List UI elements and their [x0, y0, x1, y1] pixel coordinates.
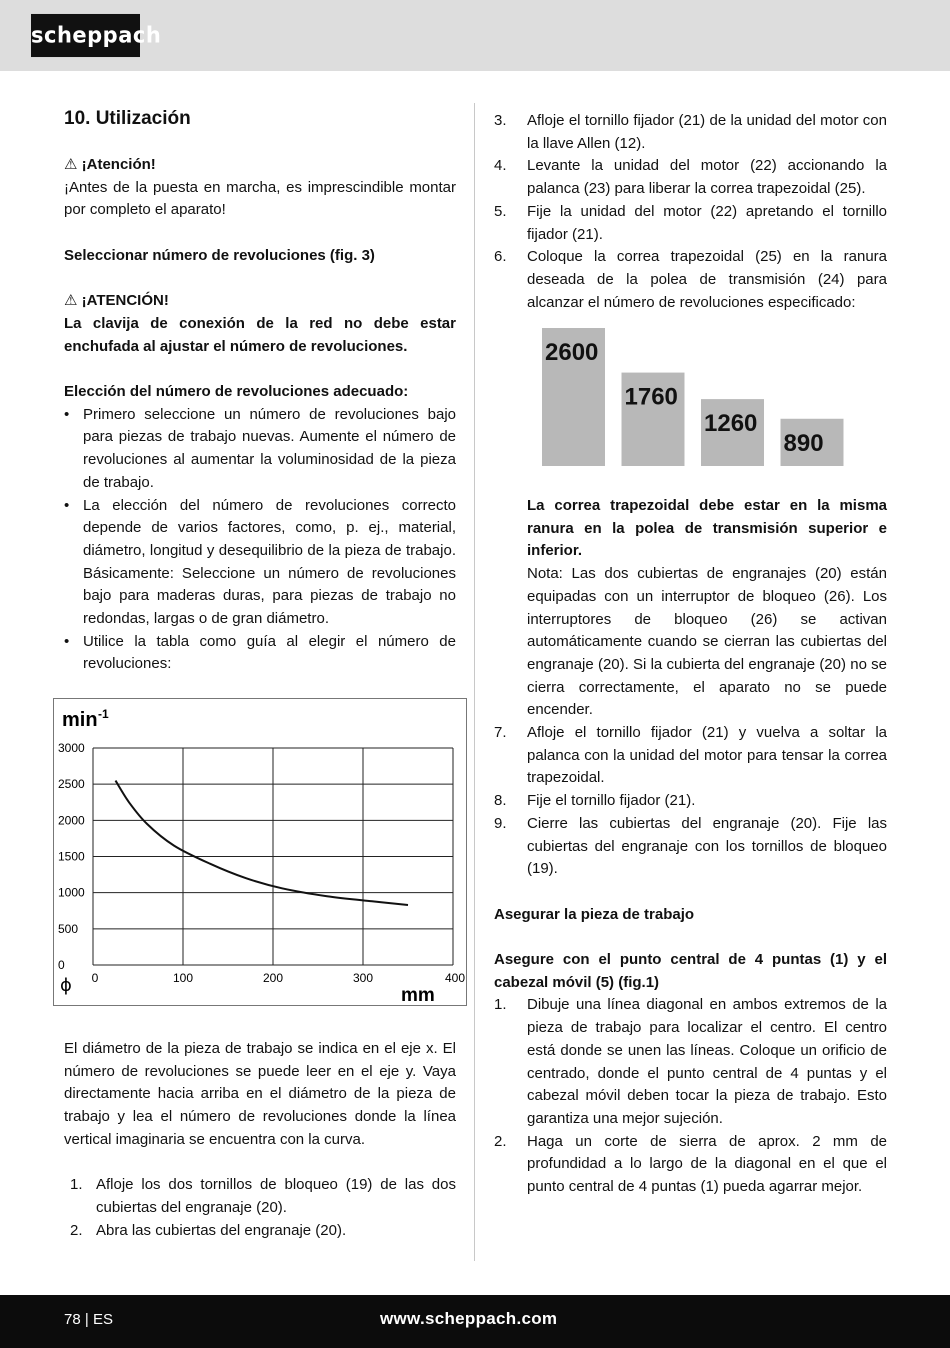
attention-title: ⚠ ¡Atención!: [64, 156, 156, 173]
page-number: 78: [64, 1311, 81, 1328]
speed-bar-label: 1760: [624, 383, 678, 411]
step-text: Afloje el tornillo fijador (21) y vuelva a soltar la palanca con la unidad del motor para tensar la correa trapezoidal.: [527, 724, 887, 787]
speed-bars: [542, 328, 844, 466]
diameter-symbol: ϕ: [60, 975, 72, 996]
right-column-top: [494, 110, 887, 314]
x-tick-labels: [92, 971, 466, 985]
list-item: [494, 722, 887, 790]
step-text: Coloque la correa trapezoidal (25) en la ranura deseada de la polea de transmisión (24) para alcanzar el número de revoluciones especificado:: [527, 248, 887, 311]
step-text: Fije el tornillo fijador (21).: [527, 792, 696, 810]
speed-bar-label: 1260: [704, 410, 758, 438]
list-item: [64, 404, 456, 495]
speed-bars-figure: [494, 316, 887, 476]
step-text: Afloje los dos tornillos de bloqueo (19) de las dos cubiertas del engranaje (20).: [96, 1176, 456, 1216]
bullet-text: Utilice la tabla como guía al elegir el número de revoluciones:: [83, 632, 456, 673]
step-number: 6.: [494, 248, 507, 266]
step-text: Cierre las cubiertas del engranaje (20). Fije las cubiertas del engranaje con los tornillos de bloqueo (19).: [527, 814, 887, 878]
list-item: [494, 110, 887, 155]
step-number: 1.: [494, 996, 507, 1014]
step-text: Levante la unidad del motor (22) accionando la palanca (23) para liberar la correa trapezoidal (25).: [527, 157, 887, 198]
y-tick-label: 1500: [58, 849, 85, 864]
right-column-bottom: [494, 495, 887, 1199]
step-number: 2.: [70, 1221, 83, 1239]
y-tick-label: 1000: [58, 885, 85, 900]
list-item: [494, 790, 887, 813]
list-item: [494, 155, 887, 200]
list-item: [494, 994, 887, 1130]
y-axis-label-superscript: -1: [98, 707, 109, 721]
step-text: Haga un corte de sierra de aprox. 2 mm de profundidad a lo largo de la diagonal en el que el punto central de 4 puntas (1) pueda agarrar mejor.: [527, 1132, 887, 1196]
bullet-mark: •: [64, 496, 70, 514]
list-item: [494, 813, 887, 881]
choice-title: Elección del número de revoluciones adecuado:: [64, 382, 409, 400]
list-item: [64, 1174, 456, 1219]
x-tick-label: 0: [91, 971, 99, 985]
step-number: 7.: [494, 724, 507, 742]
header-bar: [0, 0, 950, 71]
list-item: [64, 631, 456, 676]
list-item: [494, 1131, 887, 1199]
y-tick-label: 500: [58, 921, 79, 936]
speed-bars-svg: [494, 316, 887, 476]
step-number: 4.: [494, 157, 507, 175]
bullet-mark: •: [64, 405, 70, 423]
y-tick-label: 2000: [58, 813, 85, 828]
y-tick-label: 0: [58, 958, 65, 972]
chart-grid: [93, 748, 453, 965]
list-item: [64, 1220, 456, 1243]
y-tick-label: 2500: [58, 777, 85, 792]
belt-warning: La correa trapezoidal debe estar en la misma ranura en la polea de transmisión superior e inferior.: [527, 497, 887, 560]
left-column: [64, 106, 456, 676]
column-divider: [474, 103, 475, 1261]
select-revolutions-title: Seleccionar número de revoluciones (fig. 3): [64, 246, 375, 264]
bullet-mark: •: [64, 632, 70, 650]
belt-note: Nota: Las dos cubiertas de engranajes (20) están equipadas con un interruptor de bloqueo (26). Los interruptores de bloqueo (26) se activan automáticamente cuando se cierran las cubiertas del engranaje (20). Si la cubierta del engranaje (20) no se cierra correctamente, el aparato no se puede encender.: [527, 565, 887, 719]
step-text: Dibuje una línea diagonal en ambos extremos de la pieza de trabajo para localizar el centro. El centro está donde se unen las líneas. Coloque un orificio de centrado, donde el punto central de 4 puntas y el cabezal móvil deben tocar la pieza de trabajo. Esto garantiza una mejor sujeción.: [527, 996, 887, 1127]
step-number: 2.: [494, 1132, 507, 1150]
chart-explanation: El diámetro de la pieza de trabajo se indica en el eje x. El número de revoluciones se puede leer en el eje y. Vaya directamente hacia arriba en el diámetro de la pieza de trabajo y lea el número de revoluciones donde la línea vertical imaginaria se encuentra con la curva.: [64, 1040, 456, 1148]
footer-bar: [0, 1295, 950, 1348]
x-tick-label: 400: [444, 971, 465, 985]
step-text: Afloje el tornillo fijador (21) de la unidad del motor con la llave Allen (12).: [527, 112, 887, 152]
step-number: 5.: [494, 202, 507, 220]
rpm-chart-svg: [54, 699, 466, 1005]
secure-subtitle: Asegure con el punto central de 4 puntas (1) y el cabezal móvil (5) (fig.1): [494, 951, 887, 991]
speed-bar-label: 890: [783, 429, 824, 457]
list-item: [494, 246, 887, 314]
website-link[interactable]: www.scheppach.com: [380, 1309, 558, 1328]
speed-bar-label: 2600: [545, 339, 599, 366]
scheppach-logo: scheppach: [31, 14, 140, 57]
step-text: Abra las cubiertas del engranaje (20).: [96, 1221, 347, 1239]
step-number: 8.: [494, 792, 507, 810]
attention-text-2: La clavija de conexión de la red no debe estar enchufada al ajustar el número de revoluciones.: [64, 314, 456, 355]
step-number: 9.: [494, 814, 507, 832]
y-axis-label: min: [62, 709, 98, 731]
secure-title: Asegurar la pieza de trabajo: [494, 905, 695, 923]
x-tick-label: 200: [262, 971, 284, 985]
section-heading: 10. Utilización: [64, 108, 191, 129]
rpm-chart: [53, 698, 467, 1006]
page-separator: |: [84, 1311, 89, 1328]
x-axis-label: mm: [401, 985, 435, 1005]
attention-title-2: ⚠ ¡ATENCIÓN!: [64, 292, 169, 310]
y-tick-labels: [58, 741, 85, 972]
step-text: Fije la unidad del motor (22) apretando el tornillo fijador (21).: [527, 202, 887, 243]
x-tick-label: 300: [352, 971, 374, 985]
language-code: ES: [92, 1311, 113, 1328]
bullet-text: La elección del número de revoluciones correcto depende de varios factores, como, p. ej., material, diámetro, longitud y desequilibrio de la pieza de trabajo. Básicamente: Seleccione un número de revoluciones bajo para maderas duras, para piezas de trabajo no redondas, largas o de gran diámetro.: [83, 496, 456, 628]
step-number: 3.: [494, 112, 507, 129]
x-tick-label: 100: [172, 971, 194, 985]
page-indicator: [64, 1310, 113, 1330]
list-item: [64, 495, 456, 631]
list-item: [494, 201, 887, 246]
bullet-text: Primero seleccione un número de revoluciones bajo para piezas de trabajo nuevas. Aumente el número de revoluciones al aumentar la voluminosidad de la pieza de trabajo.: [83, 405, 456, 491]
y-tick-label: 3000: [58, 741, 85, 755]
rpm-curve-line: [116, 781, 409, 905]
attention-text: ¡Antes de la puesta en marcha, es imprescindible montar por completo el aparato!: [64, 178, 456, 219]
step-number: 1.: [70, 1176, 83, 1194]
left-column-bottom: [64, 1038, 456, 1242]
